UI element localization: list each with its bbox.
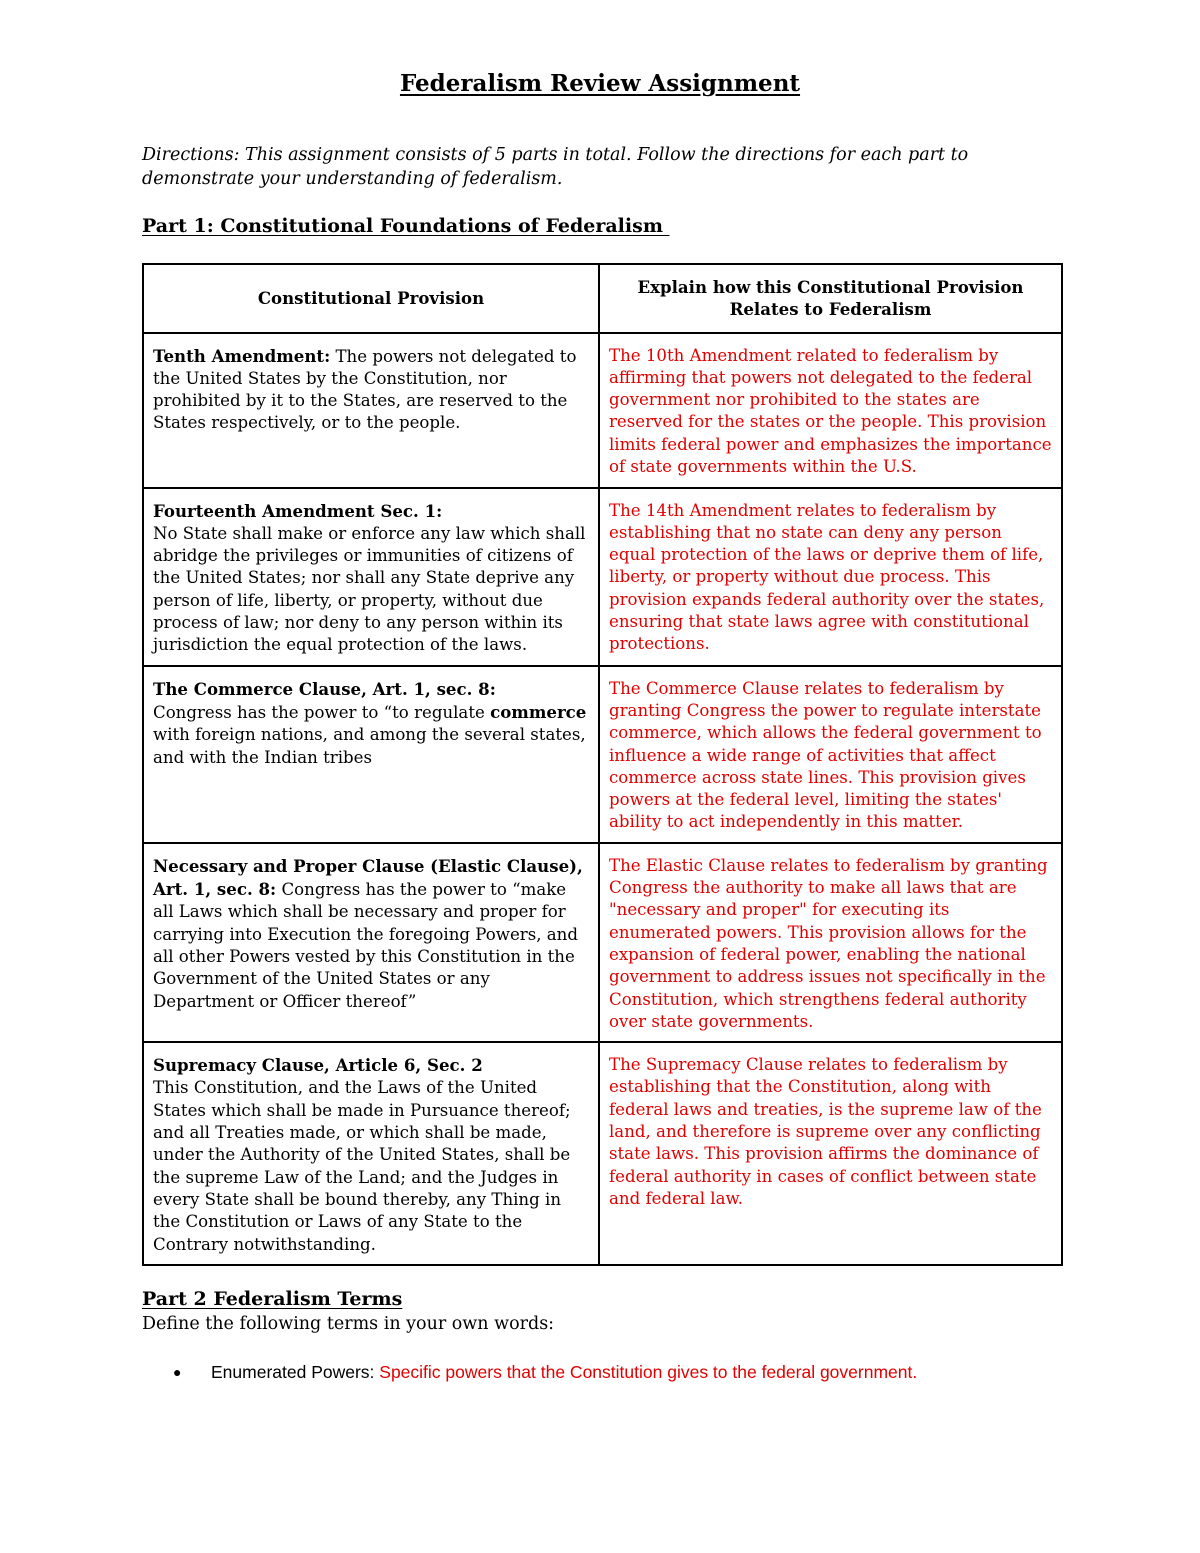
part1-heading: Part 1: Constitutional Foundations of Federalism <box>142 215 670 237</box>
provision-cell <box>143 333 599 488</box>
provision-title: Supremacy Clause, Article 6, Sec. 2 <box>153 1055 483 1076</box>
list-item <box>142 1360 1012 1385</box>
page-title: Federalism Review Assignment <box>399 70 801 97</box>
table-row <box>143 488 1062 666</box>
provision-text: No State shall make or enforce any law which shall abridge the privileges or immunities of citizens of the United States; nor shall any State deprive any person of life, liberty, or property, without due process of law; nor deny to any person within its jurisdiction the equal protection of the laws. <box>153 523 586 655</box>
table-row <box>143 1042 1062 1265</box>
provisions-table <box>142 263 1063 1266</box>
answer-cell: The Commerce Clause relates to federalism by granting Congress the power to regulate interstate commerce, which allows the federal government to influence a wide range of activities that affect commerce across state lines. This provision gives powers at the federal level, limiting the states' ability to act independently in this matter. <box>599 666 1062 843</box>
terms-list <box>142 1360 1012 1385</box>
provision-cell <box>143 666 599 843</box>
provision-text: with foreign nations, and among the several states, and with the Indian tribes <box>153 725 586 767</box>
answer-cell: The Supremacy Clause relates to federalism by establishing that the Constitution, along with federal laws and treaties, is the supreme law of the land, and therefore is supreme over any conflicting state laws. This provision affirms the dominance of federal authority in cases of conflict between state and federal law. <box>599 1042 1062 1265</box>
provision-text: The powers not delegated to the United States by the Constitution, nor prohibited by it to the States, are reserved to the States respectively, or to the people. <box>153 346 577 433</box>
provision-text: Congress has the power to “make all Laws which shall be necessary and proper for carrying into Execution the foregoing Powers, and all other Powers vested by this Constitution in the Government of the United States or any Department or Officer thereof” <box>153 880 578 1011</box>
term-definition: Specific powers that the Constitution gives to the federal government. <box>379 1362 918 1382</box>
provision-cell <box>143 843 599 1042</box>
provision-title: Fourteenth Amendment Sec. 1: <box>153 500 443 521</box>
answer-cell: The 10th Amendment related to federalism by affirming that powers not delegated to the federal government nor prohibited to the states are reserved for the states or the people. This provision limits federal power and emphasizes the importance of state governments within the U.S. <box>599 333 1062 488</box>
provision-cell <box>143 488 599 666</box>
table-row <box>143 666 1062 843</box>
column-header-provision: Constitutional Provision <box>143 264 599 333</box>
provision-bold-term: commerce <box>490 701 587 722</box>
table-row <box>143 843 1062 1042</box>
directions-text: Directions: This assignment consists of 5 parts in total. Follow the directions for each part to demonstrate your understanding of federalism. <box>142 145 969 189</box>
provision-title: Necessary and Proper Clause (Elastic Clause), Art. 1, sec. 8: <box>153 855 583 900</box>
term-label: Enumerated Powers: <box>211 1362 380 1382</box>
bullet-icon: ● <box>173 1364 182 1380</box>
provision-text: Congress has the power to “to regulate <box>153 702 491 722</box>
part2-heading: Part 2 Federalism Terms <box>142 1288 403 1310</box>
answer-cell: The 14th Amendment relates to federalism by establishing that no state can deny any person equal protection of the laws or deprive them of life, liberty, or property without due process. This provision expands federal authority over the states, ensuring that state laws agree with constitutional protections. <box>599 488 1062 666</box>
provision-title: The Commerce Clause, Art. 1, sec. 8: <box>153 678 496 699</box>
column-header-explanation: Explain how this Constitutional Provision Relates to Federalism <box>599 264 1062 333</box>
provision-title: Tenth Amendment: <box>153 345 331 366</box>
table-header-row <box>143 264 1062 333</box>
provision-text: This Constitution, and the Laws of the United States which shall be made in Pursuance thereof; and all Treaties made, or which shall be made, under the Authority of the United States, shall be the supreme Law of the Land; and the Judges in every State shall be bound thereby, any Thing in the Constitution or Laws of any State to the Contrary notwithstanding. <box>153 1078 571 1254</box>
table-row <box>143 333 1062 488</box>
provision-cell <box>143 1042 599 1265</box>
part2-instruction: Define the following terms in your own words: <box>142 1314 555 1334</box>
answer-cell: The Elastic Clause relates to federalism by granting Congress the authority to make all laws that are "necessary and proper" for executing its enumerated powers. This provision allows for the expansion of federal power, enabling the national government to address issues not specifically in the Constitution, which strengthens federal authority over state governments. <box>599 843 1062 1042</box>
